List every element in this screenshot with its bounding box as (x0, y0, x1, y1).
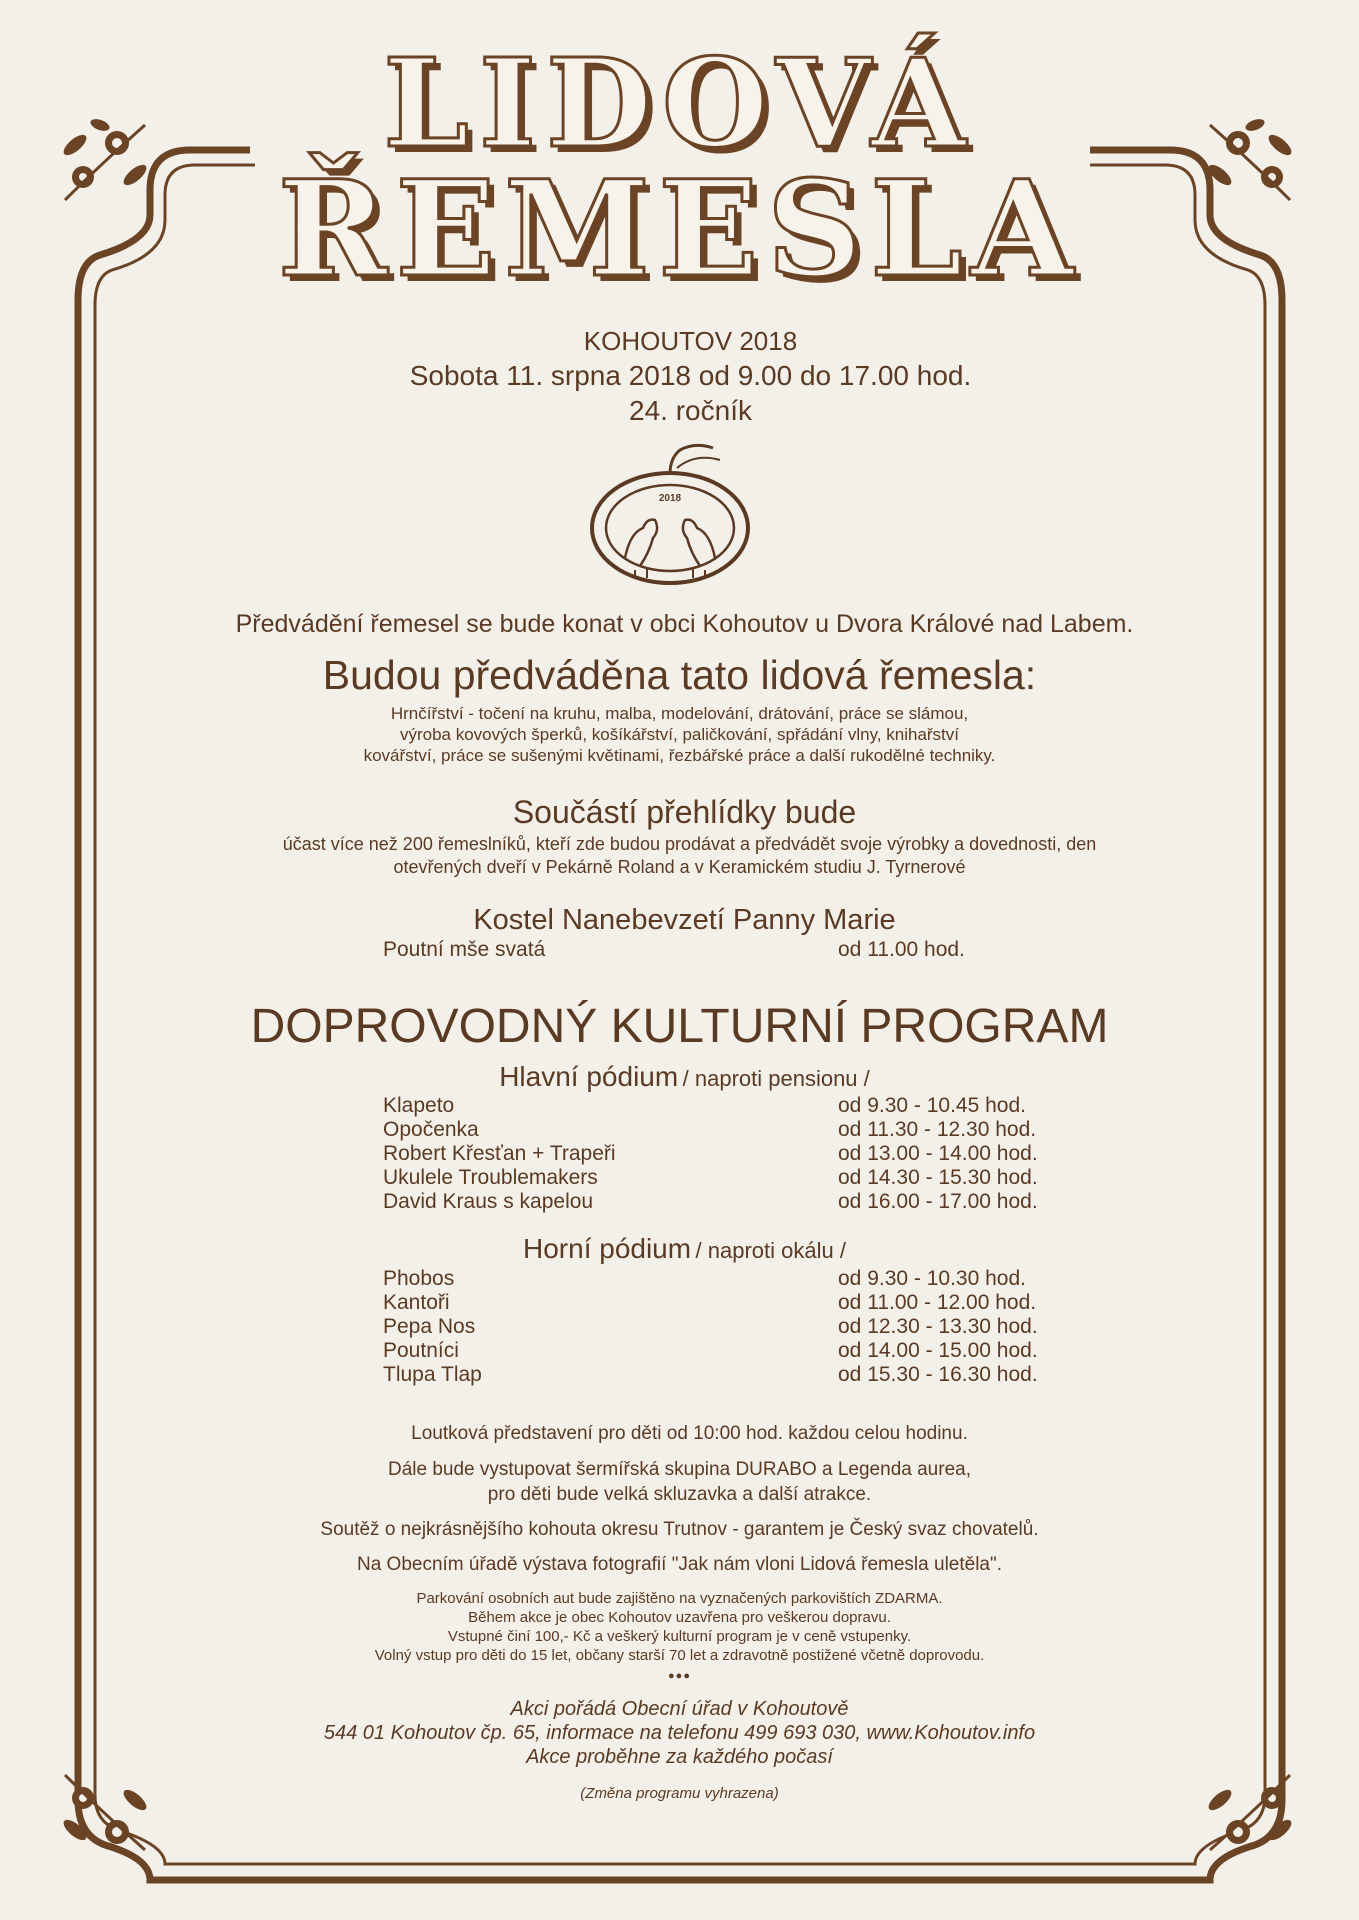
act-name: Klapeto (383, 1094, 455, 1117)
title-line-1: LIDOVÁ (383, 31, 976, 175)
act-time: od 11.30 - 12.30 hod. (838, 1118, 1037, 1141)
act-time: od 15.30 - 16.30 hod. (838, 1363, 1038, 1386)
place-year: KOHOUTOV 2018 (583, 326, 798, 356)
logo-year: 2018 (658, 493, 682, 504)
schedule-row (383, 1142, 1038, 1166)
act-time: od 16.00 - 17.00 hod. (838, 1190, 1038, 1213)
exhibition-text: Na Obecním úřadě výstava fotografií "Jak nám vloni Lidová řemesla uletěla". (356, 1554, 1003, 1575)
schedule-row (383, 1190, 1038, 1214)
act-name: David Kraus s kapelou (383, 1190, 594, 1213)
act-name: Opočenka (383, 1118, 479, 1141)
schedule-row (383, 1094, 1026, 1118)
puppets-text: Loutková představení pro děti od 10:00 hod. každou celou hodinu. (411, 1423, 968, 1444)
fencing-text: pro děti bude velká skluzavka a další atrakce. (487, 1484, 872, 1505)
organizer-line: 544 01 Kohoutov čp. 65, informace na telefonu 499 693 030, www.Kohoutov.info (323, 1722, 1036, 1744)
main-stage-heading (0, 1061, 1359, 1098)
schedule-row (383, 1315, 1038, 1339)
main-stage-note: / naproti pensionu / (682, 1066, 870, 1091)
upper-stage-heading (0, 1233, 1359, 1270)
church-time: od 11.00 hod. (838, 938, 965, 961)
rooster-logo-icon (585, 438, 760, 588)
church-item: Poutní mše svatá (383, 938, 546, 961)
act-name: Tlupa Tlap (383, 1363, 482, 1386)
organizer-line: Akci pořádá Obecní úřad v Kohoutově (510, 1698, 849, 1720)
act-name: Kantoři (383, 1291, 450, 1314)
fencing-text: Dále bude vystupovat šermířská skupina DURABO a Legenda aurea, (388, 1459, 971, 1480)
schedule-row (383, 1267, 1026, 1291)
schedule-row (383, 1118, 1037, 1142)
contest-text: Soutěž o nejkrásnějšího kohouta okresu Trutnov - garantem je Český svaz chovatelů. (320, 1519, 1039, 1540)
schedule-row (383, 1166, 1038, 1190)
act-time: od 13.00 - 14.00 hod. (838, 1142, 1038, 1165)
church-heading: Kostel Nanebevzetí Panny Marie (473, 904, 896, 936)
act-time: od 14.30 - 15.30 hod. (838, 1166, 1038, 1189)
crafts-line: výroba kovových šperků, košíkářství, paličkování, spřádání vlny, knihařství (399, 725, 960, 744)
act-time: od 9.30 - 10.30 hod. (838, 1267, 1026, 1290)
separator: ●●● (668, 1670, 691, 1682)
act-time: od 14.00 - 15.00 hod. (838, 1339, 1038, 1362)
act-time: od 9.30 - 10.45 hod. (838, 1094, 1026, 1117)
intro-text: Předvádění řemesel se bude konat v obci Kohoutov u Dvora Králové nad Labem. (235, 610, 1134, 638)
schedule-row (383, 1339, 1038, 1363)
act-time: od 12.30 - 13.30 hod. (838, 1315, 1038, 1338)
info-line: Vstupné činí 100,- Kč a veškerý kulturní program je v ceně vstupenky. (447, 1628, 912, 1645)
act-name: Pepa Nos (383, 1315, 476, 1338)
title-line-2: ŘEMESLA (277, 152, 1082, 307)
part-line: účast více než 200 řemeslníků, kteří zde budou prodávat a předvádět svoje výrobky a dovednosti, den (282, 834, 1097, 854)
main-stage-name: Hlavní pódium (499, 1061, 679, 1092)
program-heading: DOPROVODNÝ KULTURNÍ PROGRAM (250, 1000, 1109, 1053)
event-date: Sobota 11. srpna 2018 od 9.00 do 17.00 hod. (409, 360, 972, 391)
crafts-line: kovářství, práce se sušenými květinami, řezbářské práce a další rukodělné techniky. (363, 746, 996, 765)
footnote: (Změna programu vyhrazena) (580, 1785, 779, 1802)
crafts-line: Hrnčířství - točení na kruhu, malba, modelování, drátování, práce se slámou, (390, 704, 969, 723)
info-line: Během akce je obec Kohoutov uzavřena pro veškerou dopravu. (468, 1609, 891, 1626)
act-name: Poutníci (383, 1339, 459, 1362)
act-name: Ukulele Troublemakers (383, 1166, 598, 1189)
organizer-line: Akce proběhne za každého počasí (526, 1746, 833, 1768)
edition: 24. ročník (629, 395, 752, 426)
act-name: Robert Křesťan + Trapeři (383, 1142, 616, 1165)
info-line: Volný vstup pro děti do 15 let, občany starší 70 let a zdravotně postižené včetně doprovodu. (374, 1647, 985, 1664)
schedule-row (383, 1291, 1037, 1315)
part-heading: Součástí přehlídky bude (512, 794, 857, 830)
act-name: Phobos (383, 1267, 455, 1290)
crafts-heading: Budou předváděna tato lidová řemesla: (322, 652, 1037, 698)
act-time: od 11.00 - 12.00 hod. (838, 1291, 1037, 1314)
part-line: otevřených dveří v Pekárně Roland a v Keramickém studiu J. Tyrnerové (393, 857, 966, 877)
schedule-row (383, 1363, 1038, 1387)
upper-stage-name: Horní pódium (523, 1233, 692, 1264)
info-line: Parkování osobních aut bude zajištěno na vyznačených parkovištích ZDARMA. (416, 1590, 943, 1607)
church-mass-row (383, 938, 983, 964)
upper-stage-note: / naproti okálu / (695, 1238, 846, 1263)
